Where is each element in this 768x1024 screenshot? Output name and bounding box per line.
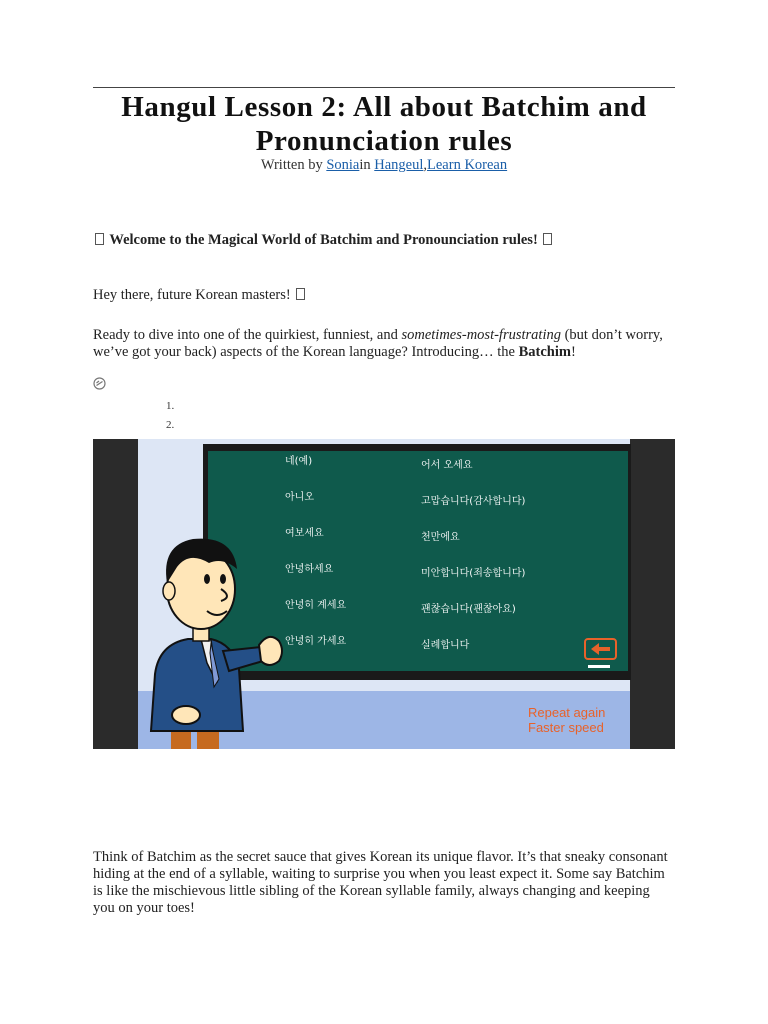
greeting-paragraph: [93, 287, 673, 304]
right-letterbox: [630, 439, 675, 749]
top-rule: [93, 87, 675, 88]
phrase-right-6: 실례합니다: [421, 640, 470, 651]
author-link[interactable]: Sonia: [326, 157, 360, 173]
faster-speed-button[interactable]: Faster speed: [528, 720, 604, 735]
phrase-left-1: 네(예): [285, 456, 313, 467]
lesson-illustration: [93, 439, 675, 749]
list-item: 2.: [166, 419, 175, 431]
phrase-right-1: 어서 오세요: [421, 460, 473, 471]
lesson-video-frame[interactable]: [93, 439, 675, 749]
welcome-heading: [93, 232, 673, 249]
phrase-right-2: 고맙습니다(감사합니다): [421, 496, 526, 507]
byline: [93, 157, 675, 174]
phrase-left-6: 안녕히 가세요: [285, 636, 347, 647]
phrase-left-4: 안녕하세요: [285, 564, 334, 575]
byline-in: in: [359, 157, 375, 173]
list-item: 1.: [166, 400, 175, 412]
missing-glyph-icon: [543, 233, 552, 245]
missing-glyph-icon: [95, 233, 104, 245]
category-link-hangeul[interactable]: Hangeul: [374, 157, 424, 173]
broken-image-icon: [93, 377, 106, 390]
phrase-left-3: 여보세요: [285, 528, 324, 539]
category-link-learn-korean[interactable]: Learn Korean: [427, 157, 508, 173]
repeat-again-button[interactable]: Repeat again: [528, 705, 606, 720]
ordered-list: [166, 397, 174, 435]
phrase-left-5: 안녕히 계세요: [285, 600, 347, 611]
left-letterbox: [93, 439, 138, 749]
batchim-description: Think of Batchim as the secret sauce that gives Korean its unique flavor. It’s that sneaky consonant hiding at the end of a syllable, waiting to surprise you when you least expect it. Some say Batchim is like the mischievous little sibling of the Korean syllable family, always changing and keeping you on your toes!: [93, 849, 668, 916]
intro-italic: sometimes-most-frustrating: [401, 327, 561, 343]
page-title: Hangul Lesson 2: All about Batchim and Pronunciation rules: [121, 91, 647, 157]
intro-paragraph: [93, 327, 673, 361]
phrase-right-3: 천만에요: [421, 532, 460, 543]
intro-text-2: (but don’t worry, we’ve got your back) aspects of the Korean language? Introducing… the: [93, 327, 663, 360]
greeting-text: Hey there, future Korean masters!: [93, 287, 291, 303]
welcome-text: Welcome to the Magical World of Batchim and Pronounciation rules!: [109, 232, 538, 248]
byline-prefix: Written by: [260, 157, 327, 173]
phrase-right-5: 괜찮습니다(괜찮아요): [421, 604, 516, 615]
intro-end: !: [570, 344, 576, 360]
intro-text: Ready to dive into one of the quirkiest, funniest, and: [93, 327, 402, 343]
phrase-left-2: 아니오: [285, 492, 314, 503]
category-separator: ,: [423, 157, 428, 173]
missing-glyph-icon: [296, 288, 305, 300]
phrase-right-4: 미안합니다(죄송합니다): [421, 568, 526, 579]
intro-bold-batchim: Batchim: [518, 344, 571, 360]
